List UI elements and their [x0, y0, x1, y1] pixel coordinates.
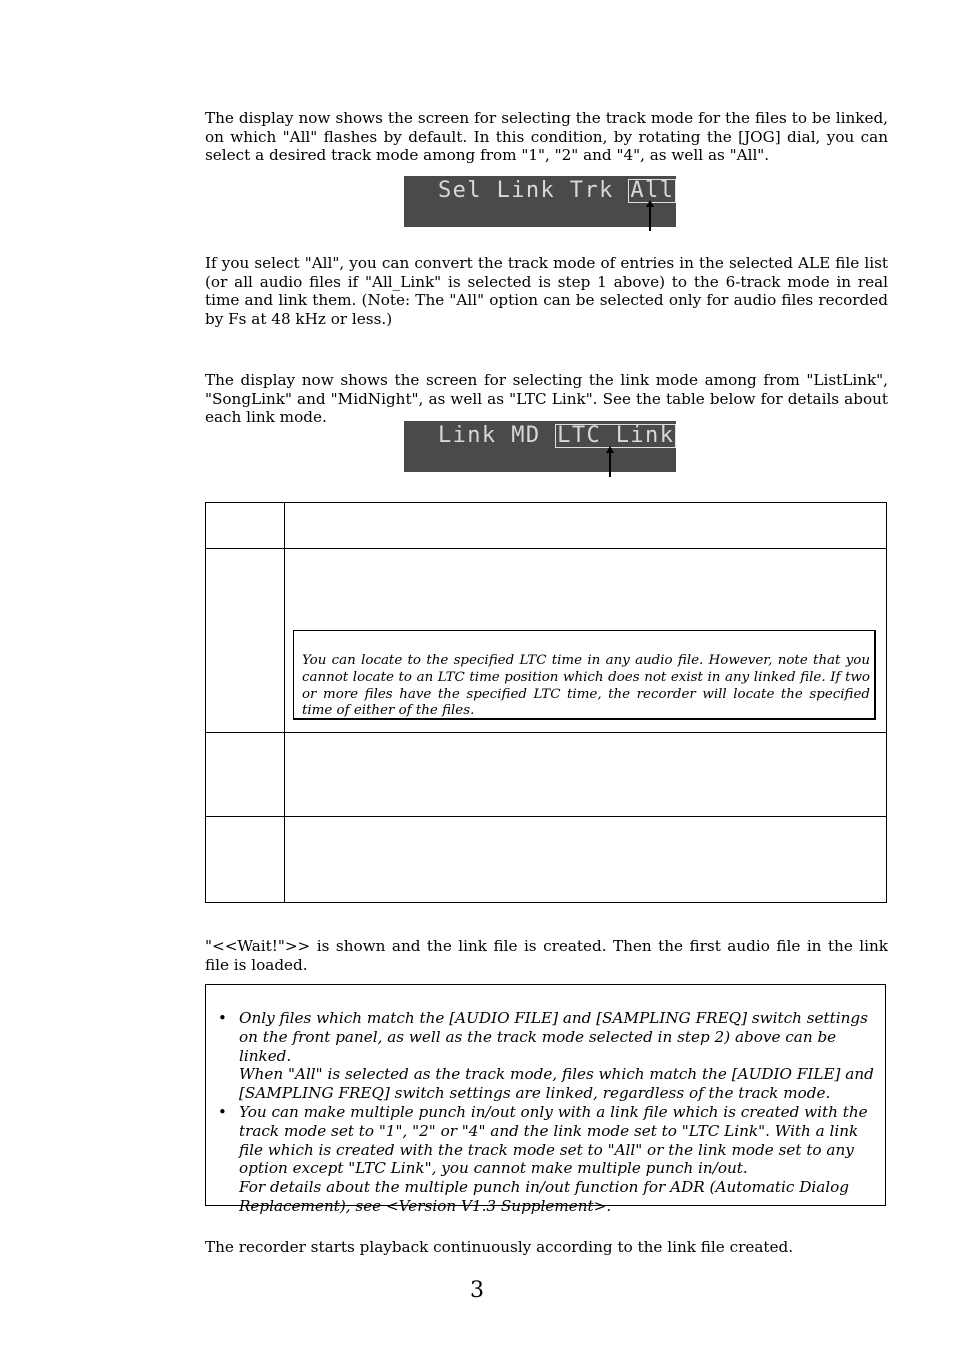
table-row-divider [205, 732, 887, 733]
notes-list [206, 1009, 885, 1216]
ltc-link-note-box [293, 630, 876, 720]
track-mode-intro-paragraph: The display now shows the screen for selecting the track mode for the files to be linked, on which "All" flashes by default. In this condition, by rotating the [JOG] dial, you can select a desired track mode among from "1", "2" and "4", as well as "All". [205, 109, 888, 165]
table-row-divider [205, 548, 887, 549]
lcd-track-prefix: Sel Link Trk [438, 178, 629, 203]
note-extra-text: For details about the multiple punch in/out function for ADR (Automatic Dialog Replacement), see <Version V1.3 Supplement>. [239, 1178, 850, 1215]
lcd-link-text [438, 421, 676, 451]
pointer-line [649, 206, 651, 231]
table-row-divider [205, 816, 887, 817]
bullet-icon: • [218, 1102, 227, 1121]
table-column-divider [284, 502, 285, 903]
pointer-line [609, 452, 611, 477]
link-mode-table [205, 502, 887, 903]
note-main-text: Only files which match the [AUDIO FILE] and [SAMPLING FREQ] switch settings on the front panel, as well as the track mode selected in step 2) above can be linked. [239, 1009, 868, 1065]
table-border-left [205, 502, 206, 903]
link-mode-intro-paragraph: The display now shows the screen for selecting the link mode among from "ListLink", "SongLink" and "MidNight", as well as "LTC Link". See the table below for details about each link mode. [205, 371, 888, 427]
lcd-link-prefix: Link MD [438, 423, 556, 448]
lcd-track-text [438, 176, 676, 206]
lcd-link-selected: LTC Link [557, 423, 675, 448]
wait-paragraph: "<<Wait!">> is shown and the link file is created. Then the first audio file in the link file is loaded. [205, 937, 888, 974]
lcd-track-selected: All [630, 178, 675, 203]
table-border-right [886, 502, 887, 903]
page-number: 3 [470, 1278, 484, 1303]
lcd-display-link-mode [404, 421, 676, 472]
bullet-icon: • [218, 1009, 227, 1027]
table-border-bottom [205, 902, 887, 903]
lcd-display-track-mode [404, 176, 676, 227]
note-main-text: You can make multiple punch in/out only with a link file which is created with the track mode set to "1", "2" or "4" and the link mode set to "LTC Link". With a link file which is created with the track mode set to "All" or the link mode set to any option except "LTC Link", you cannot make multiple punch in/out. [239, 1102, 868, 1178]
ltc-link-note-text: You can locate to the specified LTC time in any audio file. However, note that you cannot locate to an LTC time position which does not exist in any linked file. If two or more files have the specified LTC time, the recorder will locate the specified time of either of the files. [302, 653, 870, 719]
list-item [206, 1103, 885, 1216]
notes-box [205, 984, 886, 1215]
note-extra-text: When "All" is selected as the track mode, files which match the [AUDIO FILE] and [SAMPLING FREQ] switch settings are linked, regardless of the track mode. [239, 1065, 874, 1103]
table-border-top [205, 502, 887, 503]
all-option-paragraph: If you select "All", you can convert the track mode of entries in the selected ALE file list (or all audio files if "All_Link" is selected is step 1 above) to the 6-track mode in real time and link them. (Note: The "All" option can be selected only for audio files recorded by Fs at 48 kHz or less.) [205, 254, 888, 328]
playback-paragraph: The recorder starts playback continuously according to the link file created. [205, 1238, 794, 1256]
list-item [206, 1009, 885, 1103]
